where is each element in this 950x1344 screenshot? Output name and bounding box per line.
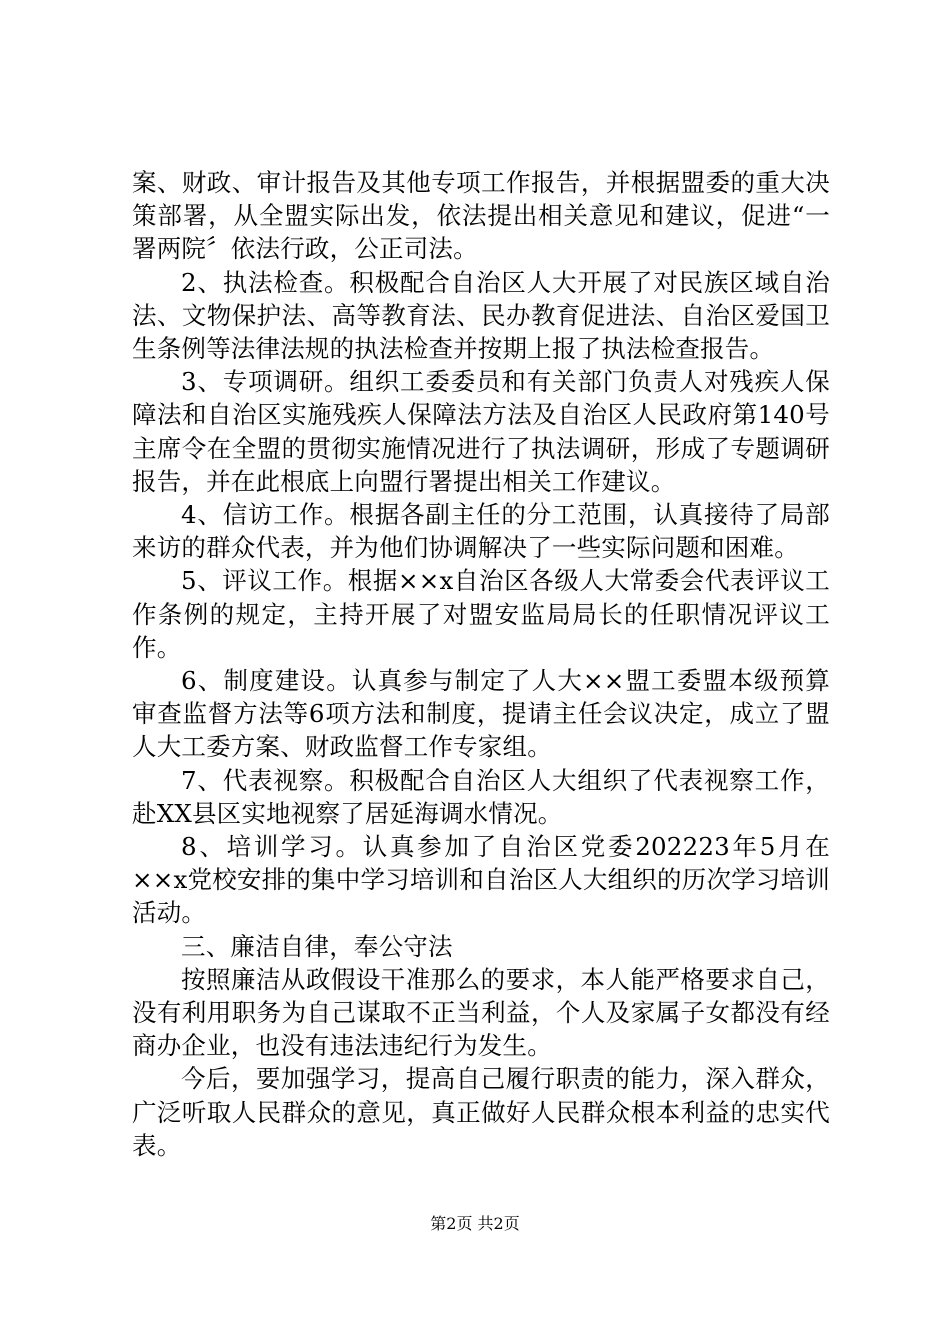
paragraph-review-work: 5、评议工作。根据××x自治区各级人大常委会代表评议工作条例的规定，主持开展了对盟安监局局长的任职情况评议工作。 [132, 566, 830, 662]
document-body [132, 166, 830, 1162]
paragraph-integrity: 按照廉洁从政假设干准那么的要求，本人能严格要求自己，没有利用职务为自己谋取不正当利益，个人及家属子女都没有经商办企业，也没有违法违纪行为发生。 [132, 964, 830, 1061]
paragraph-future-plans: 今后，要加强学习，提高自己履行职责的能力，深入群众，广泛听取人民群众的意见，真正做好人民群众根本利益的忠实代表。 [132, 1064, 830, 1160]
page-footer [0, 1214, 950, 1234]
paragraph-special-research: 3、专项调研。组织工委委员和有关部门负责人对残疾人保障法和自治区实施残疾人保障法方法及自治区人民政府第140号主席令在全盟的贯彻实施情况进行了执法调研，形成了专题调研报告，并在此根底上向盟行署提出相关工作建议。 [132, 367, 830, 496]
paragraph-training-study: 8、培训学习。认真参加了自治区党委202223年5月在××x党校安排的集中学习培训和自治区人大组织的历次学习培训活动。 [132, 832, 830, 928]
page-number: 第2页 共2页 [430, 1214, 520, 1233]
paragraph-deputy-inspection: 7、代表视察。积极配合自治区人大组织了代表视察工作，赴XX县区实地视察了居延海调水情况。 [132, 765, 830, 828]
paragraph-law-enforcement-inspection: 2、执法检查。积极配合自治区人大开展了对民族区域自治法、文物保护法、高等教育法、民办教育促进法、自治区爱国卫生条例等法律法规的执法检查并按期上报了执法检查报告。 [132, 267, 830, 364]
paragraph-petition-work: 4、信访工作。根据各副主任的分工范围，认真接待了局部来访的群众代表，并为他们协调解决了一些实际问题和困难。 [132, 500, 830, 563]
paragraph-continuation: 案、财政、审计报告及其他专项工作报告，并根据盟委的重大决策部署，从全盟实际出发，依法提出相关意见和建议，促进“一署两院〞依法行政，公正司法。 [132, 168, 830, 264]
paragraph-system-building: 6、制度建设。认真参与制定了人大××盟工委盟本级预算审查监督方法等6项方法和制度，提请主任会议决定，成立了盟人大工委方案、财政监督工作专家组。 [132, 666, 830, 762]
section-heading-integrity: 三、廉洁自律，奉公守法 [181, 931, 453, 961]
